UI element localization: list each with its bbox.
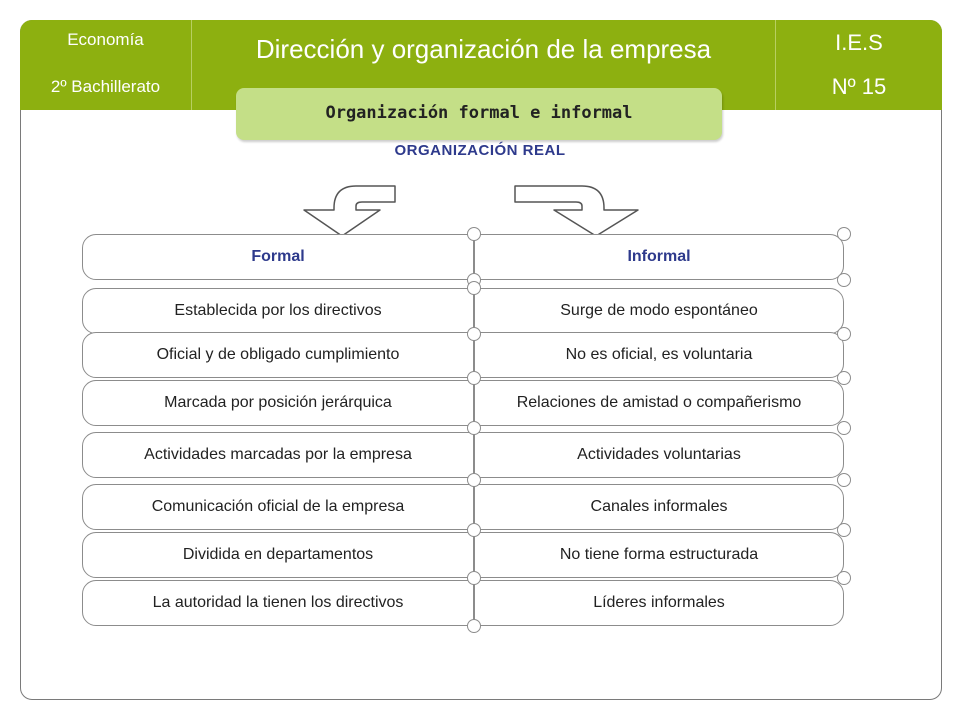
formal-cell: Actividades marcadas por la empresa bbox=[82, 432, 474, 478]
informal-header: Informal bbox=[474, 234, 844, 280]
connector-circle bbox=[837, 273, 851, 287]
slide-subtitle: Organización formal e informal bbox=[236, 88, 722, 140]
formal-cell: Dividida en departamentos bbox=[82, 532, 474, 578]
formal-cell: Marcada por posición jerárquica bbox=[82, 380, 474, 426]
connector-circle bbox=[467, 571, 481, 585]
connector-circle bbox=[837, 571, 851, 585]
connector-circle bbox=[837, 227, 851, 241]
informal-cell: Relaciones de amistad o compañerismo bbox=[474, 380, 844, 426]
informal-cell: Surge de modo espontáneo bbox=[474, 288, 844, 334]
connector-circle bbox=[837, 421, 851, 435]
school-label: I.E.S bbox=[835, 30, 883, 55]
connector-circle bbox=[467, 523, 481, 537]
connector-circle bbox=[467, 421, 481, 435]
course-info bbox=[20, 20, 192, 110]
connector-circle bbox=[467, 619, 481, 633]
connector-circle bbox=[837, 371, 851, 385]
informal-cell: No es oficial, es voluntaria bbox=[474, 332, 844, 378]
school-number: Nº 15 bbox=[831, 74, 887, 99]
connector-circle bbox=[837, 523, 851, 537]
connector-circle bbox=[837, 327, 851, 341]
formal-header: Formal bbox=[82, 234, 474, 280]
connector-circle bbox=[467, 473, 481, 487]
informal-cell: No tiene forma estructurada bbox=[474, 532, 844, 578]
formal-cell: La autoridad la tienen los directivos bbox=[82, 580, 474, 626]
subject-label: Economía bbox=[67, 30, 144, 49]
school-info bbox=[776, 20, 942, 110]
connector-circle bbox=[467, 327, 481, 341]
connector-circle bbox=[467, 371, 481, 385]
formal-cell: Oficial y de obligado cumplimiento bbox=[82, 332, 474, 378]
curved-arrow-left-icon bbox=[304, 186, 395, 236]
formal-cell: Comunicación oficial de la empresa bbox=[82, 484, 474, 530]
connector-circle bbox=[467, 227, 481, 241]
page-title: Dirección y organización de la empresa bbox=[255, 34, 712, 64]
connector-circle bbox=[837, 473, 851, 487]
informal-cell: Canales informales bbox=[474, 484, 844, 530]
informal-cell: Actividades voluntarias bbox=[474, 432, 844, 478]
connector-circle bbox=[467, 281, 481, 295]
section-title: ORGANIZACIÓN REAL bbox=[394, 142, 566, 159]
formal-cell: Establecida por los directivos bbox=[82, 288, 474, 334]
informal-cell: Líderes informales bbox=[474, 580, 844, 626]
curved-arrow-right-icon bbox=[515, 186, 638, 236]
course-label: 2º Bachillerato bbox=[50, 77, 161, 96]
